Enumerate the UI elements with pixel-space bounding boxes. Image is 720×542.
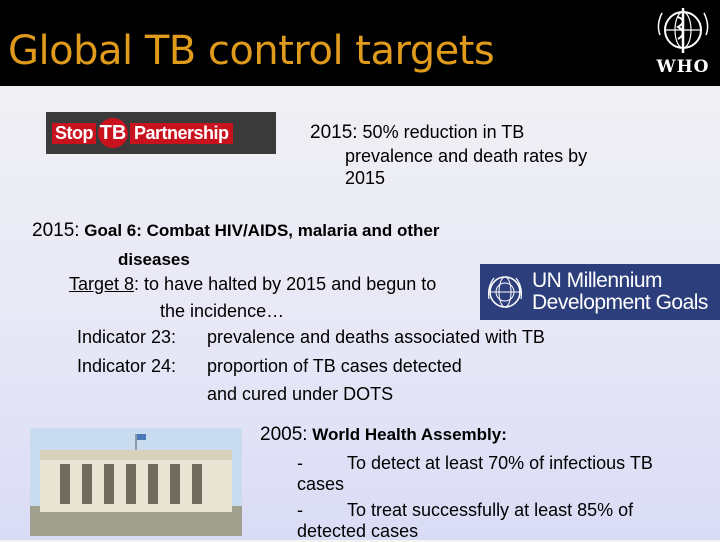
palais-des-nations-photo <box>30 428 242 536</box>
indicator-24-text: proportion of TB cases detected <box>207 356 462 376</box>
block2-goal-text: Goal 6: Combat HIV/AIDS, malaria and other <box>79 221 440 240</box>
block2-target-cont: the incidence… <box>160 301 285 321</box>
block2-target <box>69 274 436 295</box>
target-text: : to have halted by 2015 and begun to <box>134 274 437 294</box>
stop-tb-partnership-logo <box>46 112 276 154</box>
mdg-line2: Development Goals <box>532 291 708 314</box>
block1-line2: prevalence and death rates by <box>345 146 588 166</box>
indicator-23-text: prevalence and deaths associated with TB <box>207 327 545 347</box>
block3-item1-dash: - <box>297 453 303 473</box>
block3-item2: To treat successfully at least 85% of <box>347 500 634 520</box>
who-logo <box>652 5 714 77</box>
target-label: Target 8 <box>69 274 135 294</box>
stop-tb-logo-partnership: Partnership <box>130 123 233 144</box>
block1-year: 2015: <box>310 122 358 143</box>
indicator-23-label: Indicator 23: <box>77 327 177 347</box>
un-globe-icon <box>486 273 524 311</box>
who-emblem-icon <box>652 5 714 57</box>
indicator-24-label: Indicator 24: <box>77 356 177 376</box>
block2-goal-cont: diseases <box>118 250 190 269</box>
block3-year: 2005: <box>260 424 308 445</box>
block3-item1: To detect at least 70% of infectious TB <box>347 453 653 473</box>
block2-year: 2015: <box>32 220 80 241</box>
block3-item2-cont: detected cases <box>297 521 419 541</box>
block3-item2-dash: - <box>297 500 303 520</box>
stop-tb-logo-stop: Stop <box>52 123 96 144</box>
block1-line3: 2015 <box>345 168 386 188</box>
header-bar <box>0 0 720 86</box>
mdg-text <box>532 270 708 314</box>
block2-goal <box>32 220 439 242</box>
who-logo-text: WHO <box>656 57 710 77</box>
block1-text1: 50% reduction in TB <box>357 122 525 142</box>
block1-line1 <box>310 122 524 144</box>
mdg-line1: UN Millennium <box>532 269 663 292</box>
block3-item1-cont: cases <box>297 474 345 494</box>
stop-tb-logo-tb: TB <box>98 118 128 148</box>
block3-title-text: World Health Assembly: <box>307 425 507 444</box>
block3-title <box>260 424 507 446</box>
slide-title: Global TB control targets <box>8 28 495 74</box>
un-mdg-logo <box>480 264 720 320</box>
indicator-24-cont: and cured under DOTS <box>207 384 394 404</box>
